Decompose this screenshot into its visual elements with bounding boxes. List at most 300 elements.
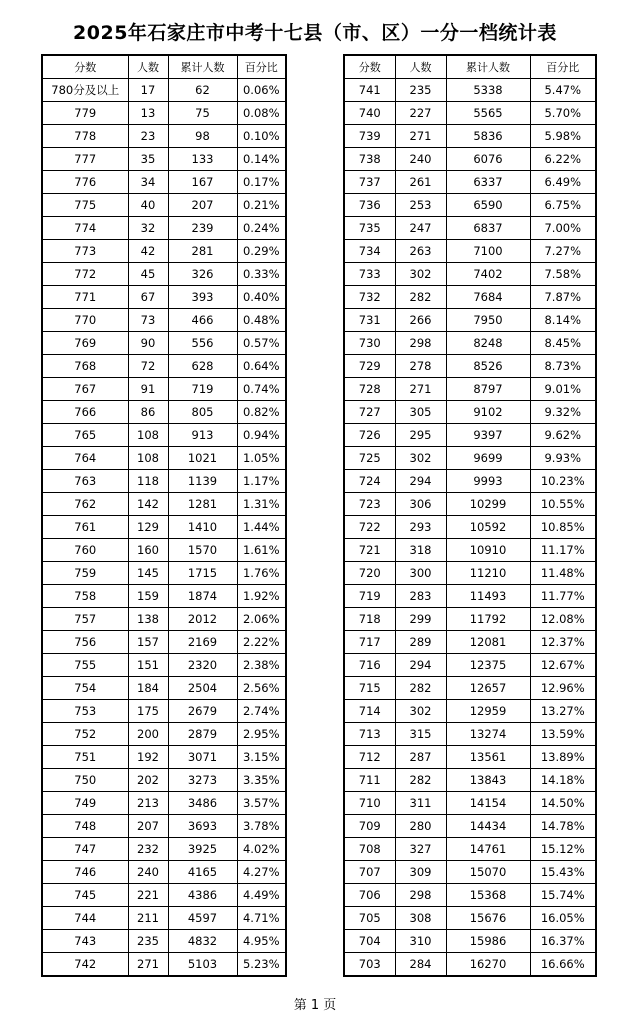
cell-cumulative: 6837 bbox=[446, 217, 530, 240]
cell-count: 35 bbox=[128, 148, 168, 171]
cell-count: 280 bbox=[395, 815, 446, 838]
cell-count: 145 bbox=[128, 562, 168, 585]
cell-cumulative: 11493 bbox=[446, 585, 530, 608]
cell-cumulative: 8248 bbox=[446, 332, 530, 355]
cell-percent: 13.27% bbox=[530, 700, 596, 723]
cell-score: 720 bbox=[344, 562, 395, 585]
cell-cumulative: 9102 bbox=[446, 401, 530, 424]
cell-count: 306 bbox=[395, 493, 446, 516]
cell-score: 717 bbox=[344, 631, 395, 654]
cell-count: 67 bbox=[128, 286, 168, 309]
cell-score: 767 bbox=[42, 378, 128, 401]
table-row bbox=[42, 102, 286, 125]
cell-cumulative: 15070 bbox=[446, 861, 530, 884]
table-row bbox=[344, 631, 596, 654]
cell-count: 298 bbox=[395, 332, 446, 355]
cell-cumulative: 2012 bbox=[168, 608, 237, 631]
cell-percent: 0.14% bbox=[237, 148, 286, 171]
cell-percent: 15.74% bbox=[530, 884, 596, 907]
cell-cumulative: 466 bbox=[168, 309, 237, 332]
table-row bbox=[42, 332, 286, 355]
cell-score: 760 bbox=[42, 539, 128, 562]
cell-percent: 5.98% bbox=[530, 125, 596, 148]
table-row bbox=[42, 470, 286, 493]
cell-count: 318 bbox=[395, 539, 446, 562]
cell-cumulative: 556 bbox=[168, 332, 237, 355]
cell-score: 735 bbox=[344, 217, 395, 240]
cell-count: 294 bbox=[395, 470, 446, 493]
cell-cumulative: 7100 bbox=[446, 240, 530, 263]
cell-cumulative: 628 bbox=[168, 355, 237, 378]
cell-cumulative: 10592 bbox=[446, 516, 530, 539]
table-row bbox=[42, 194, 286, 217]
table-row bbox=[42, 309, 286, 332]
cell-cumulative: 4386 bbox=[168, 884, 237, 907]
cell-percent: 5.70% bbox=[530, 102, 596, 125]
cell-percent: 9.32% bbox=[530, 401, 596, 424]
cell-percent: 2.74% bbox=[237, 700, 286, 723]
table-row bbox=[344, 286, 596, 309]
cell-score: 744 bbox=[42, 907, 128, 930]
table-row bbox=[344, 470, 596, 493]
table-row bbox=[344, 355, 596, 378]
cell-score: 705 bbox=[344, 907, 395, 930]
cell-score: 747 bbox=[42, 838, 128, 861]
cell-count: 295 bbox=[395, 424, 446, 447]
cell-score: 716 bbox=[344, 654, 395, 677]
cell-cumulative: 14154 bbox=[446, 792, 530, 815]
cell-count: 192 bbox=[128, 746, 168, 769]
cell-count: 287 bbox=[395, 746, 446, 769]
table-row bbox=[42, 677, 286, 700]
table-row bbox=[42, 585, 286, 608]
cell-score: 733 bbox=[344, 263, 395, 286]
table-row bbox=[344, 608, 596, 631]
cell-score: 757 bbox=[42, 608, 128, 631]
cell-percent: 0.57% bbox=[237, 332, 286, 355]
table-row bbox=[344, 493, 596, 516]
cell-cumulative: 9993 bbox=[446, 470, 530, 493]
cell-count: 138 bbox=[128, 608, 168, 631]
cell-score: 731 bbox=[344, 309, 395, 332]
cell-count: 271 bbox=[395, 125, 446, 148]
cell-score: 718 bbox=[344, 608, 395, 631]
cell-count: 184 bbox=[128, 677, 168, 700]
cell-percent: 5.47% bbox=[530, 79, 596, 102]
cell-percent: 7.87% bbox=[530, 286, 596, 309]
cell-count: 284 bbox=[395, 953, 446, 977]
cell-cumulative: 13843 bbox=[446, 769, 530, 792]
cell-cumulative: 1874 bbox=[168, 585, 237, 608]
cell-cumulative: 167 bbox=[168, 171, 237, 194]
cell-score: 710 bbox=[344, 792, 395, 815]
cell-percent: 10.85% bbox=[530, 516, 596, 539]
cell-cumulative: 4597 bbox=[168, 907, 237, 930]
cell-count: 310 bbox=[395, 930, 446, 953]
cell-percent: 15.12% bbox=[530, 838, 596, 861]
cell-count: 45 bbox=[128, 263, 168, 286]
cell-score: 726 bbox=[344, 424, 395, 447]
cell-cumulative: 1410 bbox=[168, 516, 237, 539]
table-row bbox=[344, 263, 596, 286]
cell-percent: 8.45% bbox=[530, 332, 596, 355]
cell-percent: 0.10% bbox=[237, 125, 286, 148]
table-row bbox=[42, 355, 286, 378]
cell-score: 772 bbox=[42, 263, 128, 286]
cell-count: 261 bbox=[395, 171, 446, 194]
cell-cumulative: 7684 bbox=[446, 286, 530, 309]
cell-cumulative: 133 bbox=[168, 148, 237, 171]
cell-score: 722 bbox=[344, 516, 395, 539]
cell-percent: 0.08% bbox=[237, 102, 286, 125]
cell-percent: 8.73% bbox=[530, 355, 596, 378]
cell-percent: 16.66% bbox=[530, 953, 596, 977]
cell-cumulative: 12657 bbox=[446, 677, 530, 700]
table-row bbox=[42, 447, 286, 470]
cell-count: 308 bbox=[395, 907, 446, 930]
cell-cumulative: 15986 bbox=[446, 930, 530, 953]
cell-score: 737 bbox=[344, 171, 395, 194]
table-row bbox=[344, 148, 596, 171]
cell-score: 703 bbox=[344, 953, 395, 977]
cell-percent: 6.22% bbox=[530, 148, 596, 171]
table-row bbox=[344, 240, 596, 263]
cell-score: 743 bbox=[42, 930, 128, 953]
cell-count: 42 bbox=[128, 240, 168, 263]
cell-percent: 0.24% bbox=[237, 217, 286, 240]
cell-cumulative: 8797 bbox=[446, 378, 530, 401]
cell-count: 202 bbox=[128, 769, 168, 792]
cell-percent: 2.06% bbox=[237, 608, 286, 631]
cell-count: 266 bbox=[395, 309, 446, 332]
cell-score: 740 bbox=[344, 102, 395, 125]
cell-cumulative: 2879 bbox=[168, 723, 237, 746]
cell-score: 725 bbox=[344, 447, 395, 470]
table-row bbox=[42, 930, 286, 953]
cell-cumulative: 3693 bbox=[168, 815, 237, 838]
table-row bbox=[42, 378, 286, 401]
cell-score: 764 bbox=[42, 447, 128, 470]
cell-cumulative: 6076 bbox=[446, 148, 530, 171]
cell-percent: 2.22% bbox=[237, 631, 286, 654]
cell-percent: 6.49% bbox=[530, 171, 596, 194]
header-cumulative: 累计人数 bbox=[446, 55, 530, 79]
cell-score: 721 bbox=[344, 539, 395, 562]
cell-score: 724 bbox=[344, 470, 395, 493]
cell-cumulative: 239 bbox=[168, 217, 237, 240]
cell-percent: 16.37% bbox=[530, 930, 596, 953]
cell-score: 770 bbox=[42, 309, 128, 332]
cell-count: 302 bbox=[395, 447, 446, 470]
cell-score: 739 bbox=[344, 125, 395, 148]
cell-percent: 3.57% bbox=[237, 792, 286, 815]
table-row bbox=[344, 884, 596, 907]
cell-percent: 14.50% bbox=[530, 792, 596, 815]
table-row bbox=[344, 125, 596, 148]
cell-count: 40 bbox=[128, 194, 168, 217]
cell-count: 207 bbox=[128, 815, 168, 838]
cell-score: 775 bbox=[42, 194, 128, 217]
table-row bbox=[42, 861, 286, 884]
table-row bbox=[344, 861, 596, 884]
table-row bbox=[344, 378, 596, 401]
cell-count: 118 bbox=[128, 470, 168, 493]
cell-count: 294 bbox=[395, 654, 446, 677]
table-row bbox=[344, 102, 596, 125]
table-row bbox=[344, 654, 596, 677]
cell-cumulative: 1281 bbox=[168, 493, 237, 516]
table-row bbox=[344, 792, 596, 815]
cell-percent: 7.27% bbox=[530, 240, 596, 263]
header-percent: 百分比 bbox=[530, 55, 596, 79]
cell-percent: 0.94% bbox=[237, 424, 286, 447]
header-score: 分数 bbox=[344, 55, 395, 79]
table-row bbox=[42, 562, 286, 585]
cell-score: 738 bbox=[344, 148, 395, 171]
table-row bbox=[42, 263, 286, 286]
cell-percent: 3.15% bbox=[237, 746, 286, 769]
table-body-right bbox=[344, 79, 596, 977]
cell-cumulative: 2320 bbox=[168, 654, 237, 677]
cell-cumulative: 14761 bbox=[446, 838, 530, 861]
table-row bbox=[42, 424, 286, 447]
cell-percent: 1.61% bbox=[237, 539, 286, 562]
cell-score: 768 bbox=[42, 355, 128, 378]
cell-percent: 15.43% bbox=[530, 861, 596, 884]
cell-cumulative: 4832 bbox=[168, 930, 237, 953]
cell-percent: 0.74% bbox=[237, 378, 286, 401]
cell-score: 758 bbox=[42, 585, 128, 608]
cell-count: 129 bbox=[128, 516, 168, 539]
cell-percent: 0.17% bbox=[237, 171, 286, 194]
cell-cumulative: 1570 bbox=[168, 539, 237, 562]
cell-score: 750 bbox=[42, 769, 128, 792]
cell-count: 271 bbox=[128, 953, 168, 977]
table-row bbox=[344, 171, 596, 194]
cell-percent: 2.38% bbox=[237, 654, 286, 677]
cell-cumulative: 10910 bbox=[446, 539, 530, 562]
cell-percent: 11.48% bbox=[530, 562, 596, 585]
cell-score: 714 bbox=[344, 700, 395, 723]
cell-count: 160 bbox=[128, 539, 168, 562]
cell-percent: 4.49% bbox=[237, 884, 286, 907]
cell-cumulative: 12959 bbox=[446, 700, 530, 723]
cell-score: 706 bbox=[344, 884, 395, 907]
score-table-left bbox=[41, 54, 287, 977]
cell-cumulative: 393 bbox=[168, 286, 237, 309]
page-number: 第 1 页 bbox=[293, 998, 337, 1013]
table-row bbox=[42, 286, 286, 309]
cell-percent: 3.35% bbox=[237, 769, 286, 792]
cell-percent: 10.55% bbox=[530, 493, 596, 516]
cell-count: 315 bbox=[395, 723, 446, 746]
table-row bbox=[344, 746, 596, 769]
cell-score: 748 bbox=[42, 815, 128, 838]
cell-cumulative: 3273 bbox=[168, 769, 237, 792]
cell-cumulative: 913 bbox=[168, 424, 237, 447]
cell-score: 776 bbox=[42, 171, 128, 194]
header-score: 分数 bbox=[42, 55, 128, 79]
cell-cumulative: 326 bbox=[168, 263, 237, 286]
table-row bbox=[42, 171, 286, 194]
cell-cumulative: 2504 bbox=[168, 677, 237, 700]
table-row bbox=[344, 677, 596, 700]
cell-score: 761 bbox=[42, 516, 128, 539]
cell-score: 769 bbox=[42, 332, 128, 355]
cell-score: 756 bbox=[42, 631, 128, 654]
cell-count: 311 bbox=[395, 792, 446, 815]
cell-percent: 9.62% bbox=[530, 424, 596, 447]
cell-percent: 3.78% bbox=[237, 815, 286, 838]
cell-percent: 9.01% bbox=[530, 378, 596, 401]
cell-count: 235 bbox=[395, 79, 446, 102]
cell-count: 283 bbox=[395, 585, 446, 608]
header-count: 人数 bbox=[128, 55, 168, 79]
cell-percent: 4.71% bbox=[237, 907, 286, 930]
cell-score: 730 bbox=[344, 332, 395, 355]
table-row bbox=[344, 447, 596, 470]
table-row bbox=[344, 815, 596, 838]
cell-percent: 1.31% bbox=[237, 493, 286, 516]
cell-score: 734 bbox=[344, 240, 395, 263]
table-row bbox=[42, 884, 286, 907]
cell-count: 240 bbox=[128, 861, 168, 884]
table-row bbox=[42, 240, 286, 263]
cell-score: 741 bbox=[344, 79, 395, 102]
cell-count: 253 bbox=[395, 194, 446, 217]
cell-score: 749 bbox=[42, 792, 128, 815]
cell-score: 771 bbox=[42, 286, 128, 309]
cell-percent: 12.37% bbox=[530, 631, 596, 654]
cell-percent: 10.23% bbox=[530, 470, 596, 493]
table-row bbox=[344, 838, 596, 861]
cell-count: 300 bbox=[395, 562, 446, 585]
cell-cumulative: 5565 bbox=[446, 102, 530, 125]
cell-cumulative: 98 bbox=[168, 125, 237, 148]
table-row bbox=[42, 539, 286, 562]
table-row bbox=[344, 516, 596, 539]
cell-count: 302 bbox=[395, 700, 446, 723]
cell-score: 754 bbox=[42, 677, 128, 700]
table-row bbox=[344, 907, 596, 930]
cell-score: 704 bbox=[344, 930, 395, 953]
table-row bbox=[344, 194, 596, 217]
table-row bbox=[42, 769, 286, 792]
cell-cumulative: 13274 bbox=[446, 723, 530, 746]
table-header-row bbox=[42, 55, 286, 79]
cell-score: 742 bbox=[42, 953, 128, 977]
cell-count: 299 bbox=[395, 608, 446, 631]
cell-count: 23 bbox=[128, 125, 168, 148]
cell-cumulative: 2169 bbox=[168, 631, 237, 654]
cell-cumulative: 3486 bbox=[168, 792, 237, 815]
cell-count: 263 bbox=[395, 240, 446, 263]
cell-score: 763 bbox=[42, 470, 128, 493]
cell-cumulative: 16270 bbox=[446, 953, 530, 977]
cell-count: 271 bbox=[395, 378, 446, 401]
cell-score: 729 bbox=[344, 355, 395, 378]
cell-count: 235 bbox=[128, 930, 168, 953]
cell-cumulative: 11210 bbox=[446, 562, 530, 585]
cell-count: 221 bbox=[128, 884, 168, 907]
cell-percent: 0.21% bbox=[237, 194, 286, 217]
cell-count: 247 bbox=[395, 217, 446, 240]
cell-score: 751 bbox=[42, 746, 128, 769]
cell-count: 293 bbox=[395, 516, 446, 539]
header-count: 人数 bbox=[395, 55, 446, 79]
table-row bbox=[42, 953, 286, 977]
cell-percent: 7.00% bbox=[530, 217, 596, 240]
cell-percent: 0.33% bbox=[237, 263, 286, 286]
cell-percent: 8.14% bbox=[530, 309, 596, 332]
cell-cumulative: 12375 bbox=[446, 654, 530, 677]
cell-cumulative: 14434 bbox=[446, 815, 530, 838]
cell-cumulative: 1021 bbox=[168, 447, 237, 470]
cell-score: 732 bbox=[344, 286, 395, 309]
cell-score: 759 bbox=[42, 562, 128, 585]
cell-cumulative: 2679 bbox=[168, 700, 237, 723]
cell-count: 159 bbox=[128, 585, 168, 608]
table-row bbox=[42, 401, 286, 424]
cell-count: 91 bbox=[128, 378, 168, 401]
cell-count: 34 bbox=[128, 171, 168, 194]
cell-score: 778 bbox=[42, 125, 128, 148]
table-row bbox=[42, 792, 286, 815]
cell-score: 752 bbox=[42, 723, 128, 746]
cell-score: 755 bbox=[42, 654, 128, 677]
cell-score: 728 bbox=[344, 378, 395, 401]
cell-count: 86 bbox=[128, 401, 168, 424]
cell-count: 298 bbox=[395, 884, 446, 907]
cell-count: 309 bbox=[395, 861, 446, 884]
cell-score: 762 bbox=[42, 493, 128, 516]
table-row bbox=[42, 654, 286, 677]
cell-cumulative: 6337 bbox=[446, 171, 530, 194]
table-row bbox=[42, 838, 286, 861]
cell-score: 709 bbox=[344, 815, 395, 838]
cell-count: 327 bbox=[395, 838, 446, 861]
cell-score: 712 bbox=[344, 746, 395, 769]
cell-percent: 13.59% bbox=[530, 723, 596, 746]
cell-count: 108 bbox=[128, 424, 168, 447]
table-row bbox=[344, 953, 596, 977]
table-header-row bbox=[344, 55, 596, 79]
cell-cumulative: 3071 bbox=[168, 746, 237, 769]
cell-count: 151 bbox=[128, 654, 168, 677]
cell-cumulative: 5338 bbox=[446, 79, 530, 102]
cell-cumulative: 11792 bbox=[446, 608, 530, 631]
cell-cumulative: 9397 bbox=[446, 424, 530, 447]
cell-percent: 1.05% bbox=[237, 447, 286, 470]
cell-count: 17 bbox=[128, 79, 168, 102]
cell-score: 766 bbox=[42, 401, 128, 424]
cell-percent: 0.29% bbox=[237, 240, 286, 263]
cell-percent: 13.89% bbox=[530, 746, 596, 769]
cell-count: 73 bbox=[128, 309, 168, 332]
table-row bbox=[42, 608, 286, 631]
cell-percent: 1.17% bbox=[237, 470, 286, 493]
cell-count: 302 bbox=[395, 263, 446, 286]
cell-percent: 0.48% bbox=[237, 309, 286, 332]
table-row bbox=[42, 631, 286, 654]
cell-percent: 6.75% bbox=[530, 194, 596, 217]
table-row bbox=[42, 493, 286, 516]
table-row bbox=[344, 723, 596, 746]
cell-cumulative: 7950 bbox=[446, 309, 530, 332]
table-row bbox=[344, 585, 596, 608]
table-row bbox=[344, 424, 596, 447]
cell-score: 745 bbox=[42, 884, 128, 907]
